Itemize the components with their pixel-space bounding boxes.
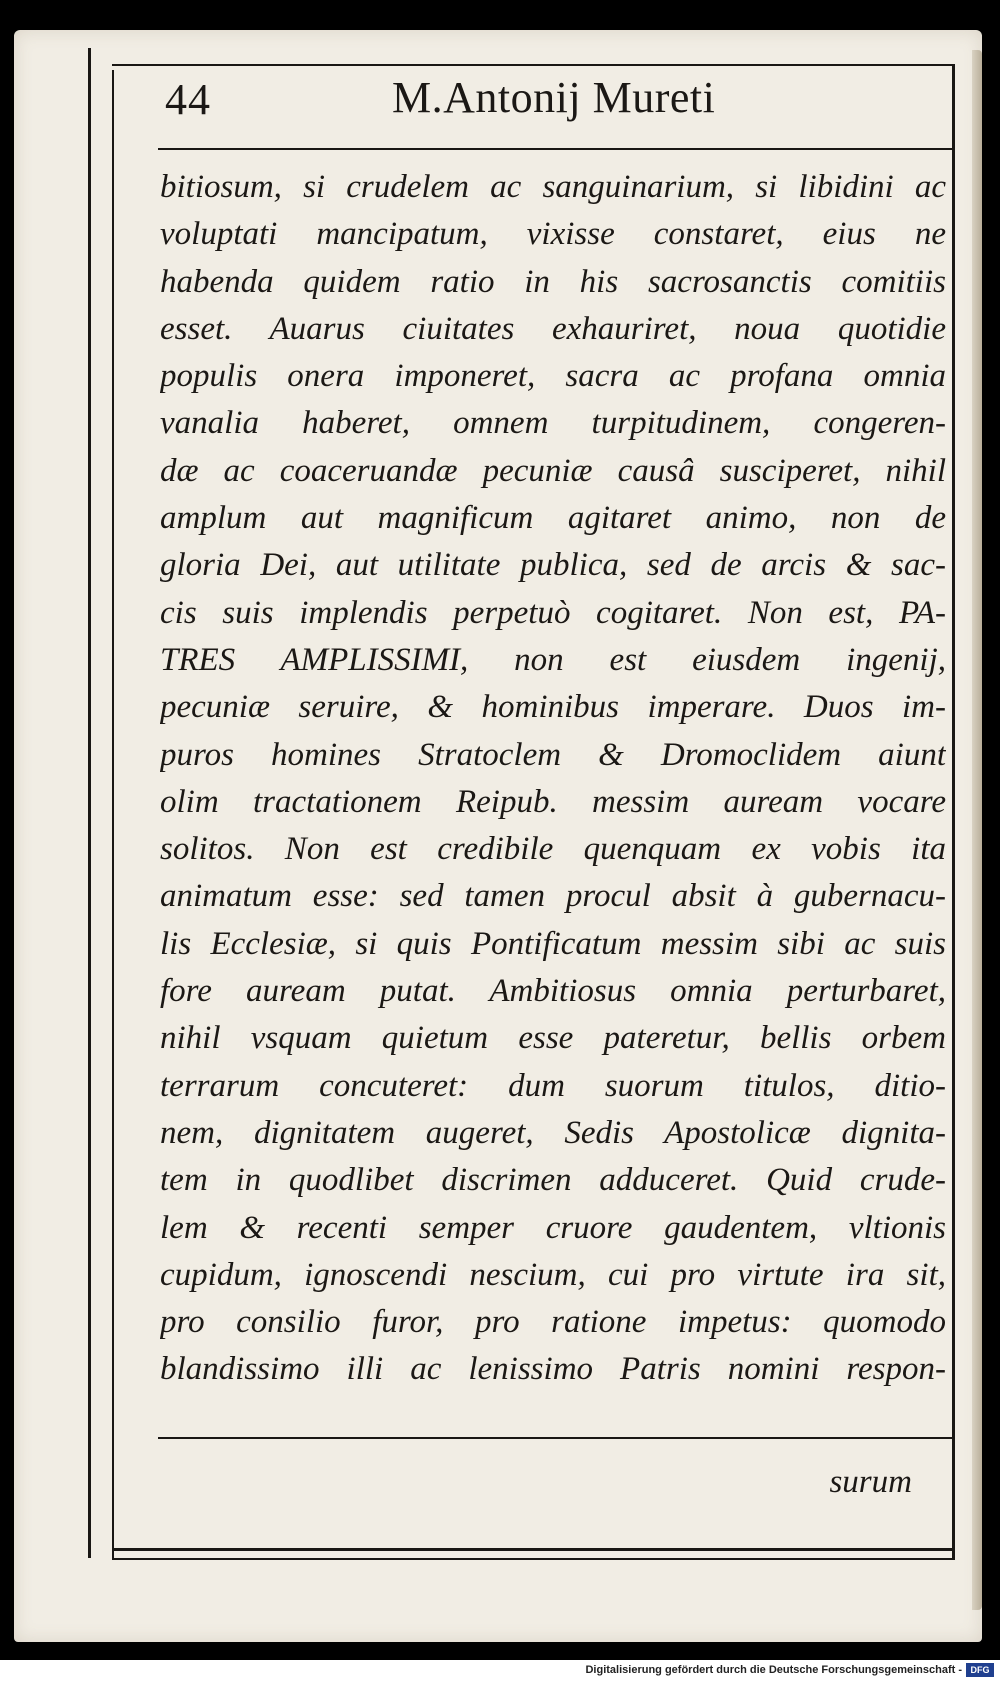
text-line: esset. Auarus ciuitates exhauriret, noua quotidie xyxy=(160,310,946,347)
text-line: populis onera imponeret, sacra ac profana omnia xyxy=(160,358,946,395)
frame-top-rule xyxy=(112,64,954,66)
running-title: M.Antonij Mureti xyxy=(392,73,716,122)
text-line: lis Ecclesiæ, si quis Pontificatum messim sibi ac suis xyxy=(160,925,946,962)
text-line: blandissimo illi ac lenissimo Patris nomini respon- xyxy=(160,1351,946,1388)
text-line: fore auream putat. Ambitiosus omnia perturbaret, xyxy=(160,973,946,1010)
text-line: pro consilio furor, pro ratione impetus: quomodo xyxy=(160,1304,946,1341)
page-number: 44 xyxy=(165,75,211,124)
page-edge xyxy=(972,50,982,1610)
frame-right-rule xyxy=(952,64,955,1560)
text-line: tem in quodlibet discrimen adduceret. Quid crude- xyxy=(160,1162,946,1199)
frame-outer-left-rule xyxy=(88,48,91,1558)
text-line: gloria Dei, aut utilitate publica, sed de arcis & sac- xyxy=(160,547,946,584)
text-line: olim tractationem Reipub. messim auream vocare xyxy=(160,783,946,820)
frame-bottom-rule xyxy=(114,1548,954,1551)
body-text xyxy=(160,164,946,1394)
text-line: vanalia haberet, omnem turpitudinem, congeren- xyxy=(160,405,946,442)
text-line: cis suis implendis perpetuò cogitaret. Non est, PA- xyxy=(160,594,946,631)
dfg-logo-icon: DFG xyxy=(966,1663,994,1677)
text-line: pecuniæ seruire, & hominibus imperare. Duos im- xyxy=(160,689,946,726)
header-rule xyxy=(158,148,954,150)
text-line: bitiosum, si crudelem ac sanguinarium, si libidini ac xyxy=(160,169,946,205)
text-line: lem & recenti semper cruore gaudentem, vltionis xyxy=(160,1209,946,1246)
frame-inner-left-rule xyxy=(112,70,114,1560)
text-line: solitos. Non est credibile quenquam ex vobis ita xyxy=(160,831,946,868)
text-line: terrarum concuteret: dum suorum titulos, ditio- xyxy=(160,1067,946,1104)
text-line: nem, dignitatem augeret, Sedis Apostolicæ dignita- xyxy=(160,1114,946,1151)
text-line: nihil vsquam quietum esse pateretur, bellis orbem xyxy=(160,1020,946,1057)
text-line: voluptati mancipatum, vixisse constaret, eius ne xyxy=(160,216,946,253)
text-line: puros homines Stratoclem & Dromoclidem aiunt xyxy=(160,736,946,773)
text-line: TRES AMPLISSIMI, non est eiusdem ingenij, xyxy=(160,641,946,678)
digitization-credit: Digitalisierung gefördert durch die Deutsche Forschungsgemeinschaft - xyxy=(585,1664,962,1676)
catchword: surum xyxy=(829,1464,912,1500)
text-line: habenda quidem ratio in his sacrosanctis comitiis xyxy=(160,263,946,300)
text-line: cupidum, ignoscendi nescium, cui pro virtute ira sit, xyxy=(160,1256,946,1293)
text-line: dæ ac coaceruandæ pecuniæ causâ susciperet, nihil xyxy=(160,452,946,489)
text-line: amplum aut magnificum agitaret animo, non de xyxy=(160,500,946,537)
footer-rule xyxy=(158,1437,954,1439)
text-line: animatum esse: sed tamen procul absit à gubernacu- xyxy=(160,878,946,915)
frame-bottom-rule-double xyxy=(114,1558,954,1560)
